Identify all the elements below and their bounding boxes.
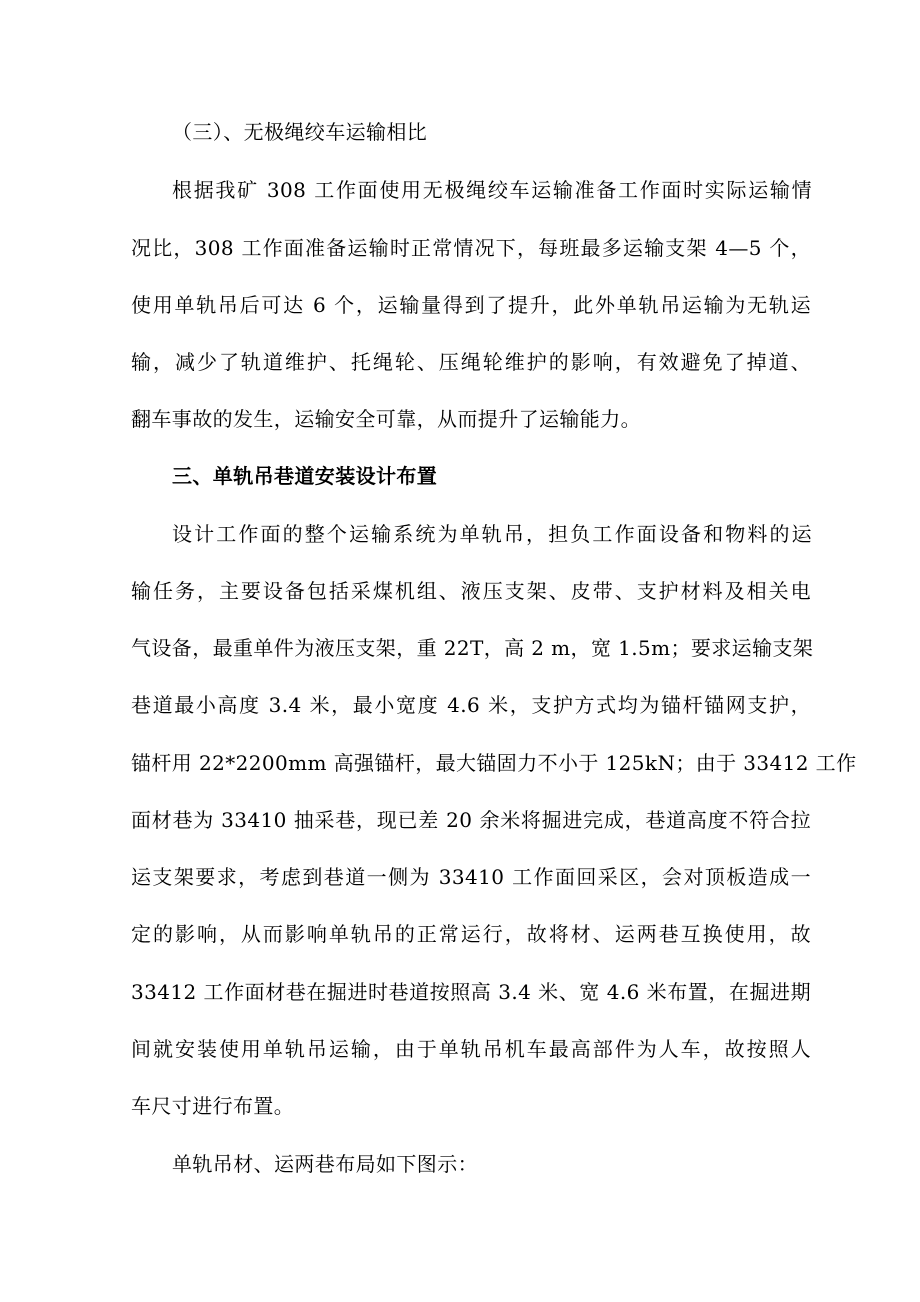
paragraph-line: 运支架要求，考虑到巷道一侧为 33410 工作面回采区，会对顶板造成一 bbox=[131, 865, 811, 889]
paragraph-line: 定的影响，从而影响单轨吊的正常运行，故将材、运两巷互换使用，故 bbox=[131, 922, 811, 946]
section-heading: 三、单轨吊巷道安装设计布置 bbox=[172, 464, 438, 488]
paragraph-line: 翻车事故的发生，运输安全可靠，从而提升了运输能力。 bbox=[131, 407, 641, 431]
paragraph-line: 况比，308 工作面准备运输时正常情况下，每班最多运输支架 4—5 个， bbox=[131, 236, 811, 260]
paragraph-line: 输任务，主要设备包括采煤机组、液压支架、皮带、支护材料及相关电 bbox=[131, 579, 811, 603]
paragraph-line: 设计工作面的整个运输系统为单轨吊，担负工作面设备和物料的运 bbox=[172, 522, 812, 546]
figure-intro-text: 单轨吊材、运两巷布局如下图示： bbox=[172, 1152, 478, 1176]
paragraph-line: 间就安装使用单轨吊运输，由于单轨吊机车最高部件为人车，故按照人 bbox=[131, 1037, 811, 1061]
paragraph-line: 根据我矿 308 工作面使用无极绳绞车运输准备工作面时实际运输情 bbox=[172, 178, 812, 202]
paragraph-line: 使用单轨吊后可达 6 个，运输量得到了提升，此外单轨吊运输为无轨运 bbox=[131, 293, 811, 317]
paragraph-line: 锚杆用 22*2200mm 高强锚杆，最大锚固力不小于 125kN；由于 33412 工作 bbox=[131, 751, 857, 775]
paragraph-line: 33412 工作面材巷在掘进时巷道按照高 3.4 米、宽 4.6 米布置，在掘进期 bbox=[131, 980, 811, 1004]
subsection-heading: （三）、无极绳绞车运输相比 bbox=[172, 120, 428, 144]
paragraph-line: 输，减少了轨道维护、托绳轮、压绳轮维护的影响，有效避免了掉道、 bbox=[131, 350, 811, 374]
paragraph-line: 气设备，最重单件为液压支架，重 22T，高 2 m，宽 1.5m；要求运输支架 bbox=[131, 636, 814, 660]
paragraph-line: 巷道最小高度 3.4 米，最小宽度 4.6 米，支护方式均为锚杆锚网支护， bbox=[131, 693, 811, 717]
paragraph-line: 面材巷为 33410 抽采巷，现已差 20 余米将掘进完成，巷道高度不符合拉 bbox=[131, 808, 811, 832]
paragraph-line: 车尺寸进行布置。 bbox=[131, 1094, 295, 1118]
